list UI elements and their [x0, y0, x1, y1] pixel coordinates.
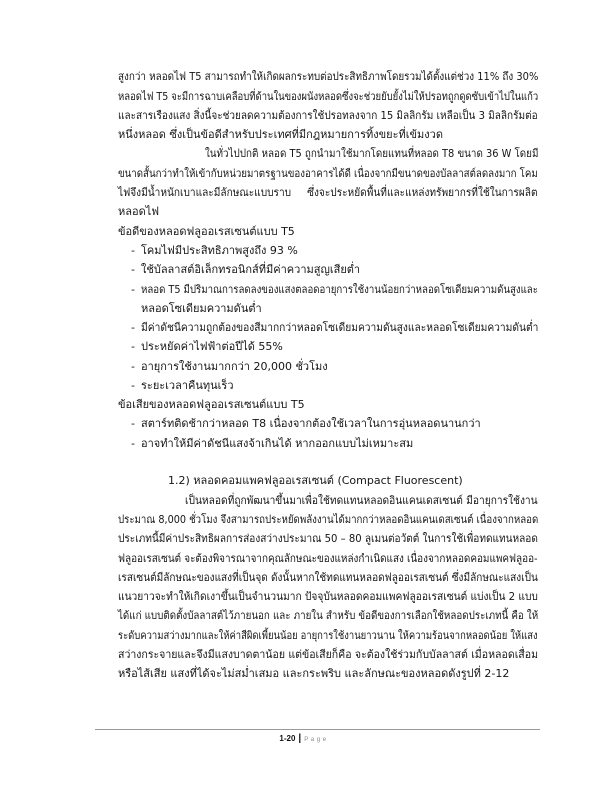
- paragraph-line: ระดับความสว่างมากและให้ค่าสีผิดเพี้ยนน้อย อายุการใช้งานยาวนาน ให้ความร้อนจากหลอดน้อย ให้แสง: [118, 629, 538, 642]
- paragraph-line: หลอดไฟ: [118, 205, 160, 218]
- advantages-heading: ข้อดีของหลอดฟลูออเรสเซนต์แบบ T5: [118, 225, 295, 238]
- paragraph-line: ขนาดสั้นกว่าทำให้เข้ากับหน่วยมาตรฐานของอาคารได้ดี เนื่องจากมีขนาดของบัลลาสต์ลดลงมาก โคม: [118, 167, 538, 180]
- footer-divider: [95, 729, 540, 730]
- paragraph-line: หลอดไฟ T5 จะมีการฉาบเคลือบที่ด้านในของผนังหลอดซึ่งจะช่วยยับยั้งไม่ให้ปรอทถูกดูดซับเข้าไปในแก้ว: [118, 90, 539, 103]
- paragraph-line: ได้แก่ แบบติดตั้งบัลลาสต์ไว้ภายนอก และ ภายใน สำหรับ ข้อดีของการเลือกใช้หลอดประเภทนี้ คือ ให้: [118, 609, 539, 622]
- paragraph-line: หรือไส้เสีย แสงที่ได้จะไม่สม่ำเสมอ และกระพริบ และลักษณะของหลอดดังรูปที่ 2-12: [118, 667, 510, 680]
- paragraph-line: สูงกว่า หลอดไฟ T5 สามารถทำให้เกิดผลกระทบต่อประสิทธิภาพโดยรวมได้ตั้งแต่ช่วง 11% ถึง 30%: [118, 70, 539, 83]
- paragraph-line: แนวยาวจะทำให้เกิดเงาขึ้นเป็นจำนวนมาก ปัจจุบันหลอดคอมแพคฟลูออเรสเซนต์ แบ่งเป็น 2 แบบ: [118, 590, 538, 603]
- list-bullet: -: [131, 263, 135, 276]
- paragraph-line: สว่างกระจายและจึงมีแสงบาดตาน้อย แต่ข้อเสียก็คือ จะต้องใช้ร่วมกับบัลลาสต์ เมื่อหลอดเสื่อม: [118, 648, 539, 661]
- list-item: อาจทำให้มีค่าดัชนีแสงจ้าเกินได้ หากออกแบบไม่เหมาะสม: [141, 437, 414, 450]
- list-bullet: -: [131, 360, 135, 373]
- list-item: ประหยัดค่าไฟฟ้าต่อปีได้ 55%: [141, 340, 283, 353]
- paragraph-line: ประมาณ 8,000 ชั่วโมง จึงสามารถประหยัดพลังงานได้มากกว่าหลอดอินแคนเดสเซนต์ เนื่องจากหลอด: [118, 513, 539, 526]
- paragraph-line: เรสเซนต์มีลักษณะของแสงที่เป็นจุด ดังนั้นหากใช้ทดแทนหลอดฟลูออเรสเซนต์ ซึ่งมีลักษณะแสงเป็น: [118, 571, 538, 584]
- footer-separator: |: [298, 733, 302, 744]
- page-footer: [0, 733, 606, 746]
- list-bullet: -: [131, 340, 135, 353]
- paragraph-line: หนึ่งหลอด ซึ่งเป็นข้อดีสำหรับประเทศที่มีกฎหมายการทิ้งขยะที่เข้มงวด: [118, 128, 443, 141]
- paragraph-line: ฟลูออเรสเซนต์ จะต้องพิจารณาจากคุณลักษณะของแหล่งกำเนิดแสง เนื่องจากหลอดคอมแพคฟลูออ-: [118, 552, 538, 565]
- list-item: ใช้บัลลาสต์อิเล็กทรอนิกส์ที่มีค่าความสูญเสียต่ำ: [141, 263, 361, 276]
- list-bullet: -: [131, 283, 135, 296]
- list-bullet: -: [131, 437, 135, 450]
- page-label: P a g e: [304, 737, 327, 743]
- list-item: โคมไฟมีประสิทธิภาพสูงถึง 93 %: [141, 244, 298, 257]
- list-item-continuation: หลอดโซเดียมความดันต่ำ: [141, 302, 262, 315]
- list-item: มีค่าดัชนีความถูกต้องของสีมากกว่าหลอดโซเดียมความดันสูงและหลอดโซเดียมความดันต่ำ: [141, 321, 539, 334]
- paragraph-line: เป็นหลอดที่ถูกพัฒนาขึ้นมาเพื่อใช้ทดแทนหลอดอินแคนเดสเซนต์ มีอายุการใช้งาน: [185, 494, 538, 507]
- list-item: ระยะเวลาคืนทุนเร็ว: [141, 379, 234, 392]
- paragraph-line: และสารเรืองแสง สิ่งนี้จะช่วยลดความต้องการใช้ปรอทลงจาก 15 มิลลิกรัม เหลือเป็น 3 มิลลิกรัมต่อ: [118, 109, 538, 122]
- disadvantages-heading: ข้อเสียของหลอดฟลูออเรสเซนต์แบบ T5: [118, 398, 305, 411]
- list-bullet: -: [131, 244, 135, 257]
- paragraph-line: ในทั่วไปปกติ หลอด T5 ถูกนำมาใช้มากโดยแทนที่หลอด T8 ขนาด 36 W โดยมี: [205, 147, 539, 160]
- list-item: อายุการใช้งานมากกว่า 20,000 ชั่วโมง: [141, 360, 328, 373]
- list-bullet: -: [131, 321, 135, 334]
- list-bullet: -: [131, 417, 135, 430]
- list-bullet: -: [131, 379, 135, 392]
- list-item: หลอด T5 มีปริมาณการลดลงของแสงตลอดอายุการใช้งานน้อยกว่าหลอดโซเดียมความดันสูงและ: [141, 283, 538, 296]
- page-number: 1-20: [279, 734, 296, 743]
- list-item: สตาร์ทติดช้ากว่าหลอด T8 เนื่องจากต้องใช้เวลาในการอุ่นหลอดนานกว่า: [141, 417, 481, 430]
- paragraph-line: ประเภทนี้มีค่าประสิทธิผลการส่องสว่างประมาณ 50 – 80 ลูเมนต่อวัตต์ ในการใช้เพื่อทดแทนหลอด: [118, 532, 538, 545]
- section-heading: 1.2) หลอดคอมแพคฟลูออเรสเซนต์ (Compact Fluorescent): [168, 474, 463, 487]
- paragraph-line: ไฟจึงมีน้ำหนักเบาและมีลักษณะแบบราบ ซึ่งจะประหยัดพื้นที่และแหล่งทรัพยากรที่ใช้ในการผลิต: [118, 186, 538, 199]
